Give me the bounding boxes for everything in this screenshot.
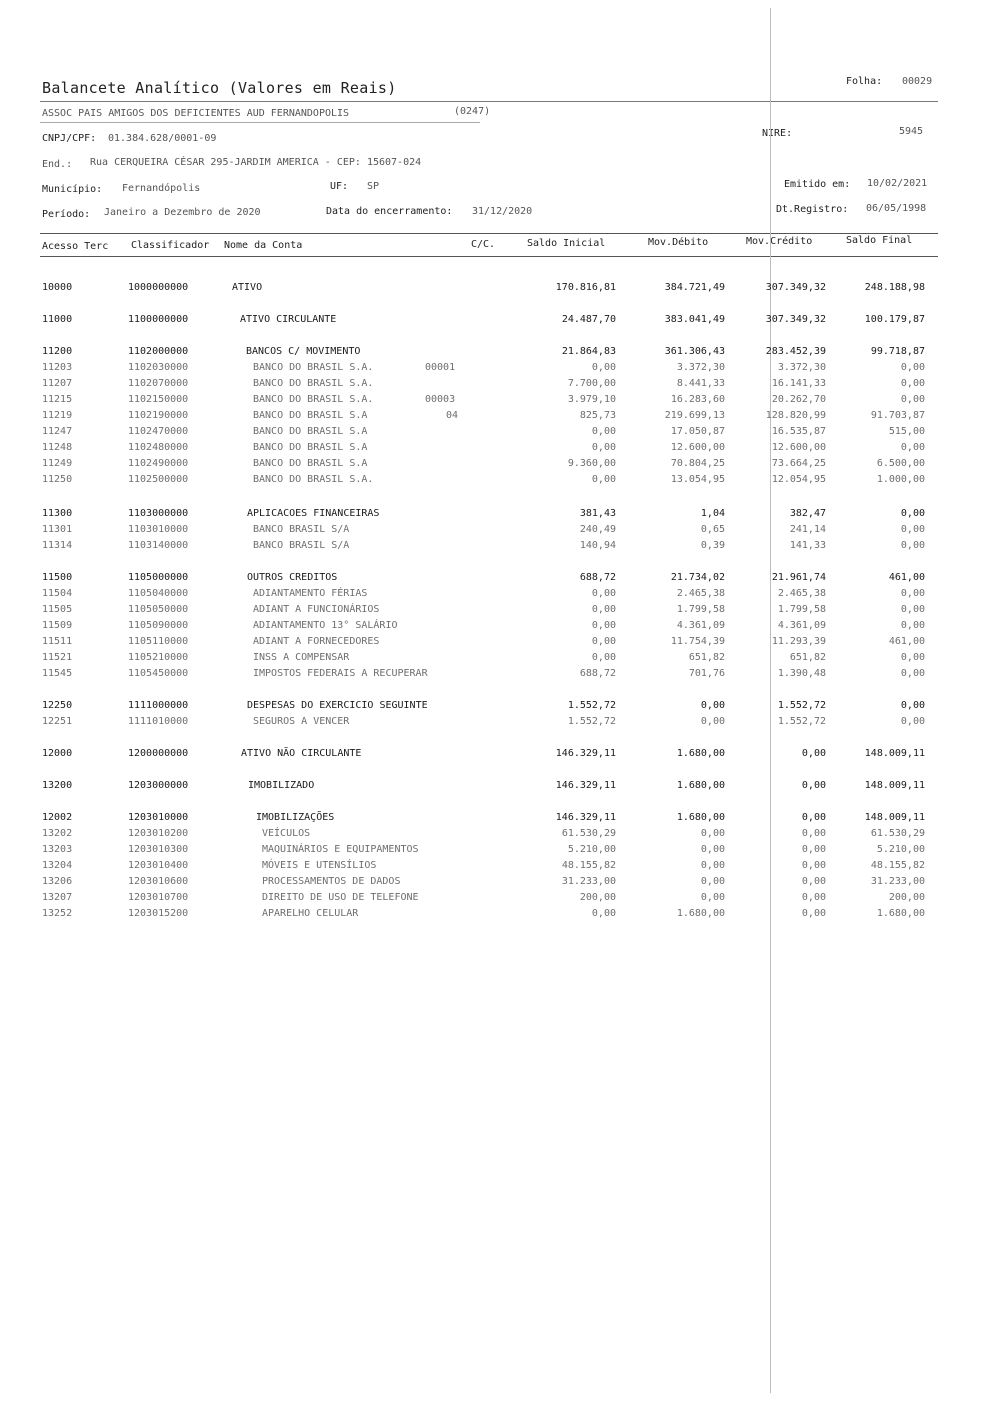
mov-credito-value: 20.262,70 bbox=[771, 394, 826, 405]
registro-value: 06/05/1998 bbox=[866, 203, 927, 214]
mov-debito-value: 17.050,87 bbox=[670, 426, 725, 437]
mov-debito-value: 4.361,09 bbox=[676, 620, 725, 631]
mov-debito-value: 70.804,25 bbox=[670, 458, 725, 469]
col-mov-credito: Mov.Crédito bbox=[746, 236, 813, 247]
table-row bbox=[0, 876, 992, 892]
account-access-code: 11203 bbox=[42, 362, 73, 373]
account-extra-code: 04 bbox=[446, 410, 459, 421]
account-name: BANCO DO BRASIL S.A bbox=[253, 426, 368, 437]
mov-credito-value: 0,00 bbox=[801, 908, 826, 919]
account-access-code: 11511 bbox=[42, 636, 73, 647]
saldo-inicial-value: 140,94 bbox=[579, 540, 616, 551]
table-row bbox=[0, 588, 992, 604]
account-name: SEGUROS A VENCER bbox=[253, 716, 350, 727]
account-access-code: 11300 bbox=[42, 508, 73, 519]
mov-credito-value: 1.552,72 bbox=[777, 700, 826, 711]
saldo-inicial-value: 0,00 bbox=[591, 474, 616, 485]
mov-credito-value: 141,33 bbox=[789, 540, 826, 551]
col-acesso: Acesso Terc bbox=[42, 241, 109, 252]
account-access-code: 11247 bbox=[42, 426, 73, 437]
end-label: End.: bbox=[42, 159, 73, 170]
saldo-final-value: 200,00 bbox=[888, 892, 925, 903]
account-name: IMPOSTOS FEDERAIS A RECUPERAR bbox=[253, 668, 428, 679]
account-access-code: 13203 bbox=[42, 844, 73, 855]
saldo-final-value: 515,00 bbox=[888, 426, 925, 437]
saldo-inicial-value: 381,43 bbox=[579, 508, 616, 519]
mov-credito-value: 12.600,00 bbox=[771, 442, 826, 453]
folha-value: 00029 bbox=[902, 76, 933, 87]
account-classifier: 1203010200 bbox=[128, 828, 189, 839]
mov-debito-value: 1,04 bbox=[700, 508, 725, 519]
table-row bbox=[0, 508, 992, 524]
saldo-inicial-value: 0,00 bbox=[591, 604, 616, 615]
saldo-final-value: 148.009,11 bbox=[864, 748, 925, 759]
mov-debito-value: 1.680,00 bbox=[676, 780, 725, 791]
account-name: ADIANT A FUNCIONÁRIOS bbox=[253, 604, 380, 615]
mov-credito-value: 241,14 bbox=[789, 524, 826, 535]
col-classificador: Classificador bbox=[131, 240, 210, 251]
account-access-code: 11521 bbox=[42, 652, 73, 663]
mov-credito-value: 2.465,38 bbox=[777, 588, 826, 599]
account-classifier: 1102000000 bbox=[128, 346, 189, 357]
table-row bbox=[0, 410, 992, 426]
account-name: BANCO DO BRASIL S.A bbox=[253, 410, 368, 421]
mov-credito-value: 0,00 bbox=[801, 828, 826, 839]
mov-debito-value: 1.799,58 bbox=[676, 604, 725, 615]
saldo-inicial-value: 0,00 bbox=[591, 636, 616, 647]
mov-credito-value: 0,00 bbox=[801, 860, 826, 871]
table-row bbox=[0, 604, 992, 620]
account-classifier: 1105110000 bbox=[128, 636, 189, 647]
account-classifier: 1200000000 bbox=[128, 748, 189, 759]
table-row bbox=[0, 572, 992, 588]
table-row bbox=[0, 540, 992, 556]
account-name: BANCO BRASIL S/A bbox=[253, 524, 350, 535]
account-classifier: 1102490000 bbox=[128, 458, 189, 469]
saldo-final-value: 1.000,00 bbox=[876, 474, 925, 485]
mov-credito-value: 1.390,48 bbox=[777, 668, 826, 679]
emitido-value: 10/02/2021 bbox=[867, 178, 928, 189]
periodo-label: Período: bbox=[42, 209, 91, 220]
saldo-inicial-value: 31.233,00 bbox=[561, 876, 616, 887]
account-name: ATIVO bbox=[232, 282, 263, 293]
account-name: DESPESAS DO EXERCICIO SEGUINTE bbox=[247, 700, 428, 711]
table-row bbox=[0, 908, 992, 924]
mov-debito-value: 0,39 bbox=[700, 540, 725, 551]
saldo-final-value: 1.680,00 bbox=[876, 908, 925, 919]
account-classifier: 1102070000 bbox=[128, 378, 189, 389]
account-name: BANCO DO BRASIL S.A. bbox=[253, 378, 374, 389]
saldo-final-value: 0,00 bbox=[900, 508, 925, 519]
saldo-inicial-value: 240,49 bbox=[579, 524, 616, 535]
account-name: APLICACOES FINANCEIRAS bbox=[247, 508, 380, 519]
saldo-final-value: 5.210,00 bbox=[876, 844, 925, 855]
table-row bbox=[0, 780, 992, 796]
mov-credito-value: 1.799,58 bbox=[777, 604, 826, 615]
table-row bbox=[0, 668, 992, 684]
table-row bbox=[0, 652, 992, 668]
account-access-code: 12251 bbox=[42, 716, 73, 727]
account-classifier: 1102480000 bbox=[128, 442, 189, 453]
saldo-final-value: 248.188,98 bbox=[864, 282, 925, 293]
account-name: BANCOS C/ MOVIMENTO bbox=[246, 346, 361, 357]
saldo-final-value: 31.233,00 bbox=[870, 876, 925, 887]
table-row bbox=[0, 314, 992, 330]
account-classifier: 1111000000 bbox=[128, 700, 189, 711]
account-name: BANCO DO BRASIL S.A bbox=[253, 442, 368, 453]
mov-debito-value: 0,00 bbox=[700, 892, 725, 903]
account-name: ATIVO NÃO CIRCULANTE bbox=[241, 748, 362, 759]
saldo-final-value: 0,00 bbox=[900, 700, 925, 711]
account-name: BANCO DO BRASIL S.A. bbox=[253, 474, 374, 485]
mov-credito-value: 3.372,30 bbox=[777, 362, 826, 373]
saldo-inicial-value: 0,00 bbox=[591, 620, 616, 631]
account-name: BANCO DO BRASIL S.A bbox=[253, 458, 368, 469]
col-saldo-inicial: Saldo Inicial bbox=[527, 238, 606, 249]
account-classifier: 1105040000 bbox=[128, 588, 189, 599]
account-name: BANCO DO BRASIL S.A. bbox=[253, 394, 374, 405]
mov-credito-value: 0,00 bbox=[801, 780, 826, 791]
account-classifier: 1100000000 bbox=[128, 314, 189, 325]
account-name: BANCO DO BRASIL S.A. bbox=[253, 362, 374, 373]
mov-credito-value: 11.293,39 bbox=[771, 636, 826, 647]
saldo-inicial-value: 0,00 bbox=[591, 442, 616, 453]
account-classifier: 1102150000 bbox=[128, 394, 189, 405]
mov-debito-value: 0,65 bbox=[700, 524, 725, 535]
saldo-final-value: 0,00 bbox=[900, 604, 925, 615]
table-row bbox=[0, 620, 992, 636]
account-classifier: 1203010400 bbox=[128, 860, 189, 871]
mov-credito-value: 16.535,87 bbox=[771, 426, 826, 437]
saldo-inicial-value: 1.552,72 bbox=[567, 700, 616, 711]
uf-label: UF: bbox=[330, 181, 349, 192]
encerramento-label: Data do encerramento: bbox=[326, 206, 453, 217]
saldo-inicial-value: 170.816,81 bbox=[555, 282, 616, 293]
mov-debito-value: 383.041,49 bbox=[664, 314, 725, 325]
account-classifier: 1203000000 bbox=[128, 780, 189, 791]
account-classifier: 1105000000 bbox=[128, 572, 189, 583]
title-rule bbox=[40, 101, 938, 102]
saldo-inicial-value: 0,00 bbox=[591, 426, 616, 437]
saldo-final-value: 48.155,82 bbox=[870, 860, 925, 871]
account-name: INSS A COMPENSAR bbox=[253, 652, 350, 663]
report-title: Balancete Analítico (Valores em Reais) bbox=[42, 79, 397, 97]
table-row bbox=[0, 860, 992, 876]
account-access-code: 13207 bbox=[42, 892, 73, 903]
municipio-label: Município: bbox=[42, 184, 103, 195]
account-access-code: 13206 bbox=[42, 876, 73, 887]
mov-debito-value: 1.680,00 bbox=[676, 748, 725, 759]
entity-rule bbox=[40, 122, 480, 123]
end-value: Rua CERQUEIRA CÉSAR 295-JARDIM AMERICA - CEP: 15607-024 bbox=[90, 157, 422, 168]
saldo-final-value: 61.530,29 bbox=[870, 828, 925, 839]
mov-debito-value: 11.754,39 bbox=[670, 636, 725, 647]
mov-debito-value: 2.465,38 bbox=[676, 588, 725, 599]
saldo-final-value: 0,00 bbox=[900, 716, 925, 727]
encerramento-value: 31/12/2020 bbox=[472, 206, 533, 217]
saldo-final-value: 0,00 bbox=[900, 394, 925, 405]
saldo-inicial-value: 0,00 bbox=[591, 652, 616, 663]
col-cc: C/C. bbox=[471, 239, 496, 250]
mov-credito-value: 0,00 bbox=[801, 892, 826, 903]
saldo-inicial-value: 0,00 bbox=[591, 362, 616, 373]
mov-credito-value: 0,00 bbox=[801, 748, 826, 759]
mov-debito-value: 0,00 bbox=[700, 860, 725, 871]
account-access-code: 11545 bbox=[42, 668, 73, 679]
mov-debito-value: 384.721,49 bbox=[664, 282, 725, 293]
saldo-final-value: 99.718,87 bbox=[870, 346, 925, 357]
account-classifier: 1203010700 bbox=[128, 892, 189, 903]
account-classifier: 1000000000 bbox=[128, 282, 189, 293]
municipio-value: Fernandópolis bbox=[122, 183, 201, 194]
account-access-code: 13200 bbox=[42, 780, 73, 791]
account-classifier: 1111010000 bbox=[128, 716, 189, 727]
account-access-code: 11248 bbox=[42, 442, 73, 453]
mov-debito-value: 219.699,13 bbox=[664, 410, 725, 421]
account-access-code: 12000 bbox=[42, 748, 73, 759]
account-access-code: 11509 bbox=[42, 620, 73, 631]
registro-label: Dt.Registro: bbox=[776, 204, 849, 215]
mov-credito-value: 4.361,09 bbox=[777, 620, 826, 631]
mov-debito-value: 1.680,00 bbox=[676, 812, 725, 823]
account-name: ADIANTAMENTO 13° SALÁRIO bbox=[253, 620, 398, 631]
account-name: DIREITO DE USO DE TELEFONE bbox=[262, 892, 419, 903]
account-name: PROCESSAMENTOS DE DADOS bbox=[262, 876, 401, 887]
account-classifier: 1102030000 bbox=[128, 362, 189, 373]
saldo-final-value: 0,00 bbox=[900, 588, 925, 599]
mov-debito-value: 3.372,30 bbox=[676, 362, 725, 373]
account-access-code: 11215 bbox=[42, 394, 73, 405]
mov-debito-value: 13.054,95 bbox=[670, 474, 725, 485]
table-row bbox=[0, 474, 992, 490]
saldo-inicial-value: 48.155,82 bbox=[561, 860, 616, 871]
account-classifier: 1105450000 bbox=[128, 668, 189, 679]
saldo-inicial-value: 7.700,00 bbox=[567, 378, 616, 389]
table-row bbox=[0, 844, 992, 860]
account-name: IMOBILIZAÇÕES bbox=[256, 812, 335, 823]
entity-code: (0247) bbox=[454, 106, 491, 117]
table-row bbox=[0, 426, 992, 442]
table-row bbox=[0, 700, 992, 716]
columns-top-rule bbox=[40, 233, 938, 234]
table-row bbox=[0, 458, 992, 474]
account-access-code: 12250 bbox=[42, 700, 73, 711]
saldo-final-value: 0,00 bbox=[900, 362, 925, 373]
table-row bbox=[0, 442, 992, 458]
saldo-inicial-value: 3.979,10 bbox=[567, 394, 616, 405]
mov-debito-value: 0,00 bbox=[700, 876, 725, 887]
saldo-inicial-value: 24.487,70 bbox=[561, 314, 616, 325]
account-classifier: 1103010000 bbox=[128, 524, 189, 535]
saldo-inicial-value: 200,00 bbox=[579, 892, 616, 903]
mov-debito-value: 8.441,33 bbox=[676, 378, 725, 389]
mov-credito-value: 382,47 bbox=[789, 508, 826, 519]
saldo-inicial-value: 688,72 bbox=[579, 668, 616, 679]
table-row bbox=[0, 892, 992, 908]
saldo-final-value: 148.009,11 bbox=[864, 780, 925, 791]
saldo-final-value: 461,00 bbox=[888, 636, 925, 647]
account-access-code: 11249 bbox=[42, 458, 73, 469]
mov-debito-value: 0,00 bbox=[700, 716, 725, 727]
account-access-code: 12002 bbox=[42, 812, 73, 823]
account-classifier: 1203010000 bbox=[128, 812, 189, 823]
saldo-inicial-value: 825,73 bbox=[579, 410, 616, 421]
nire-label: NIRE: bbox=[762, 128, 793, 139]
mov-credito-value: 307.349,32 bbox=[765, 314, 826, 325]
mov-credito-value: 0,00 bbox=[801, 812, 826, 823]
table-row bbox=[0, 716, 992, 732]
mov-credito-value: 283.452,39 bbox=[765, 346, 826, 357]
mov-credito-value: 73.664,25 bbox=[771, 458, 826, 469]
account-classifier: 1102500000 bbox=[128, 474, 189, 485]
account-access-code: 13252 bbox=[42, 908, 73, 919]
mov-debito-value: 1.680,00 bbox=[676, 908, 725, 919]
account-name: APARELHO CELULAR bbox=[262, 908, 359, 919]
mov-credito-value: 128.820,99 bbox=[765, 410, 826, 421]
mov-credito-value: 0,00 bbox=[801, 844, 826, 855]
account-extra-code: 00003 bbox=[425, 394, 456, 405]
table-row bbox=[0, 636, 992, 652]
account-access-code: 11314 bbox=[42, 540, 73, 551]
periodo-value: Janeiro a Dezembro de 2020 bbox=[104, 207, 261, 218]
account-name: ATIVO CIRCULANTE bbox=[240, 314, 337, 325]
account-name: MÓVEIS E UTENSÍLIOS bbox=[262, 860, 377, 871]
mov-credito-value: 12.054,95 bbox=[771, 474, 826, 485]
table-row bbox=[0, 748, 992, 764]
table-row bbox=[0, 282, 992, 298]
saldo-inicial-value: 61.530,29 bbox=[561, 828, 616, 839]
account-access-code: 11504 bbox=[42, 588, 73, 599]
mov-credito-value: 307.349,32 bbox=[765, 282, 826, 293]
mov-debito-value: 12.600,00 bbox=[670, 442, 725, 453]
account-classifier: 1203015200 bbox=[128, 908, 189, 919]
cnpj-value: 01.384.628/0001-09 bbox=[108, 133, 217, 144]
mov-debito-value: 16.283,60 bbox=[670, 394, 725, 405]
mov-debito-value: 21.734,02 bbox=[670, 572, 725, 583]
account-name: IMOBILIZADO bbox=[248, 780, 315, 791]
saldo-final-value: 6.500,00 bbox=[876, 458, 925, 469]
account-classifier: 1203010300 bbox=[128, 844, 189, 855]
mov-debito-value: 0,00 bbox=[700, 844, 725, 855]
saldo-inicial-value: 146.329,11 bbox=[555, 812, 616, 823]
saldo-inicial-value: 9.360,00 bbox=[567, 458, 616, 469]
table-row bbox=[0, 812, 992, 828]
saldo-final-value: 100.179,87 bbox=[864, 314, 925, 325]
columns-bottom-rule bbox=[40, 256, 938, 257]
mov-debito-value: 361.306,43 bbox=[664, 346, 725, 357]
account-access-code: 10000 bbox=[42, 282, 73, 293]
nire-value: 5945 bbox=[899, 126, 924, 137]
account-classifier: 1103140000 bbox=[128, 540, 189, 551]
table-row bbox=[0, 524, 992, 540]
account-classifier: 1105210000 bbox=[128, 652, 189, 663]
account-access-code: 11505 bbox=[42, 604, 73, 615]
account-extra-code: 00001 bbox=[425, 362, 456, 373]
folha-label: Folha: bbox=[846, 76, 883, 87]
saldo-final-value: 148.009,11 bbox=[864, 812, 925, 823]
saldo-inicial-value: 0,00 bbox=[591, 588, 616, 599]
emitido-label: Emitido em: bbox=[784, 179, 851, 190]
saldo-inicial-value: 1.552,72 bbox=[567, 716, 616, 727]
mov-credito-value: 0,00 bbox=[801, 876, 826, 887]
account-classifier: 1203010600 bbox=[128, 876, 189, 887]
account-classifier: 1105050000 bbox=[128, 604, 189, 615]
account-classifier: 1103000000 bbox=[128, 508, 189, 519]
saldo-final-value: 91.703,87 bbox=[870, 410, 925, 421]
mov-debito-value: 701,76 bbox=[688, 668, 725, 679]
saldo-inicial-value: 21.864,83 bbox=[561, 346, 616, 357]
mov-credito-value: 651,82 bbox=[789, 652, 826, 663]
account-access-code: 11219 bbox=[42, 410, 73, 421]
saldo-final-value: 0,00 bbox=[900, 668, 925, 679]
saldo-final-value: 0,00 bbox=[900, 652, 925, 663]
table-row bbox=[0, 828, 992, 844]
account-name: MAQUINÁRIOS E EQUIPAMENTOS bbox=[262, 844, 419, 855]
col-mov-debito: Mov.Débito bbox=[648, 237, 709, 248]
account-access-code: 11000 bbox=[42, 314, 73, 325]
table-row bbox=[0, 378, 992, 394]
table-row bbox=[0, 394, 992, 410]
col-saldo-final: Saldo Final bbox=[846, 235, 913, 246]
saldo-final-value: 0,00 bbox=[900, 620, 925, 631]
saldo-final-value: 0,00 bbox=[900, 540, 925, 551]
mov-debito-value: 0,00 bbox=[700, 700, 725, 711]
account-name: VEÍCULOS bbox=[262, 828, 311, 839]
account-name: BANCO BRASIL S/A bbox=[253, 540, 350, 551]
account-classifier: 1102470000 bbox=[128, 426, 189, 437]
saldo-inicial-value: 0,00 bbox=[591, 908, 616, 919]
account-access-code: 13204 bbox=[42, 860, 73, 871]
account-access-code: 11200 bbox=[42, 346, 73, 357]
table-row bbox=[0, 362, 992, 378]
mov-credito-value: 16.141,33 bbox=[771, 378, 826, 389]
account-access-code: 11250 bbox=[42, 474, 73, 485]
account-access-code: 11301 bbox=[42, 524, 73, 535]
saldo-final-value: 0,00 bbox=[900, 378, 925, 389]
saldo-inicial-value: 146.329,11 bbox=[555, 780, 616, 791]
uf-value: SP bbox=[367, 181, 380, 192]
mov-debito-value: 651,82 bbox=[688, 652, 725, 663]
saldo-final-value: 0,00 bbox=[900, 524, 925, 535]
mov-debito-value: 0,00 bbox=[700, 828, 725, 839]
cnpj-label: CNPJ/CPF: bbox=[42, 133, 97, 144]
col-nome: Nome da Conta bbox=[224, 240, 303, 251]
saldo-final-value: 461,00 bbox=[888, 572, 925, 583]
account-access-code: 13202 bbox=[42, 828, 73, 839]
mov-credito-value: 1.552,72 bbox=[777, 716, 826, 727]
table-row bbox=[0, 346, 992, 362]
saldo-inicial-value: 5.210,00 bbox=[567, 844, 616, 855]
entity-name: ASSOC PAIS AMIGOS DOS DEFICIENTES AUD FERNANDOPOLIS bbox=[42, 108, 350, 119]
mov-credito-value: 21.961,74 bbox=[771, 572, 826, 583]
saldo-inicial-value: 146.329,11 bbox=[555, 748, 616, 759]
account-classifier: 1102190000 bbox=[128, 410, 189, 421]
saldo-final-value: 0,00 bbox=[900, 442, 925, 453]
account-classifier: 1105090000 bbox=[128, 620, 189, 631]
account-access-code: 11207 bbox=[42, 378, 73, 389]
account-access-code: 11500 bbox=[42, 572, 73, 583]
account-name: OUTROS CREDITOS bbox=[247, 572, 338, 583]
saldo-inicial-value: 688,72 bbox=[579, 572, 616, 583]
account-name: ADIANT A FORNECEDORES bbox=[253, 636, 380, 647]
account-name: ADIANTAMENTO FÉRIAS bbox=[253, 588, 368, 599]
